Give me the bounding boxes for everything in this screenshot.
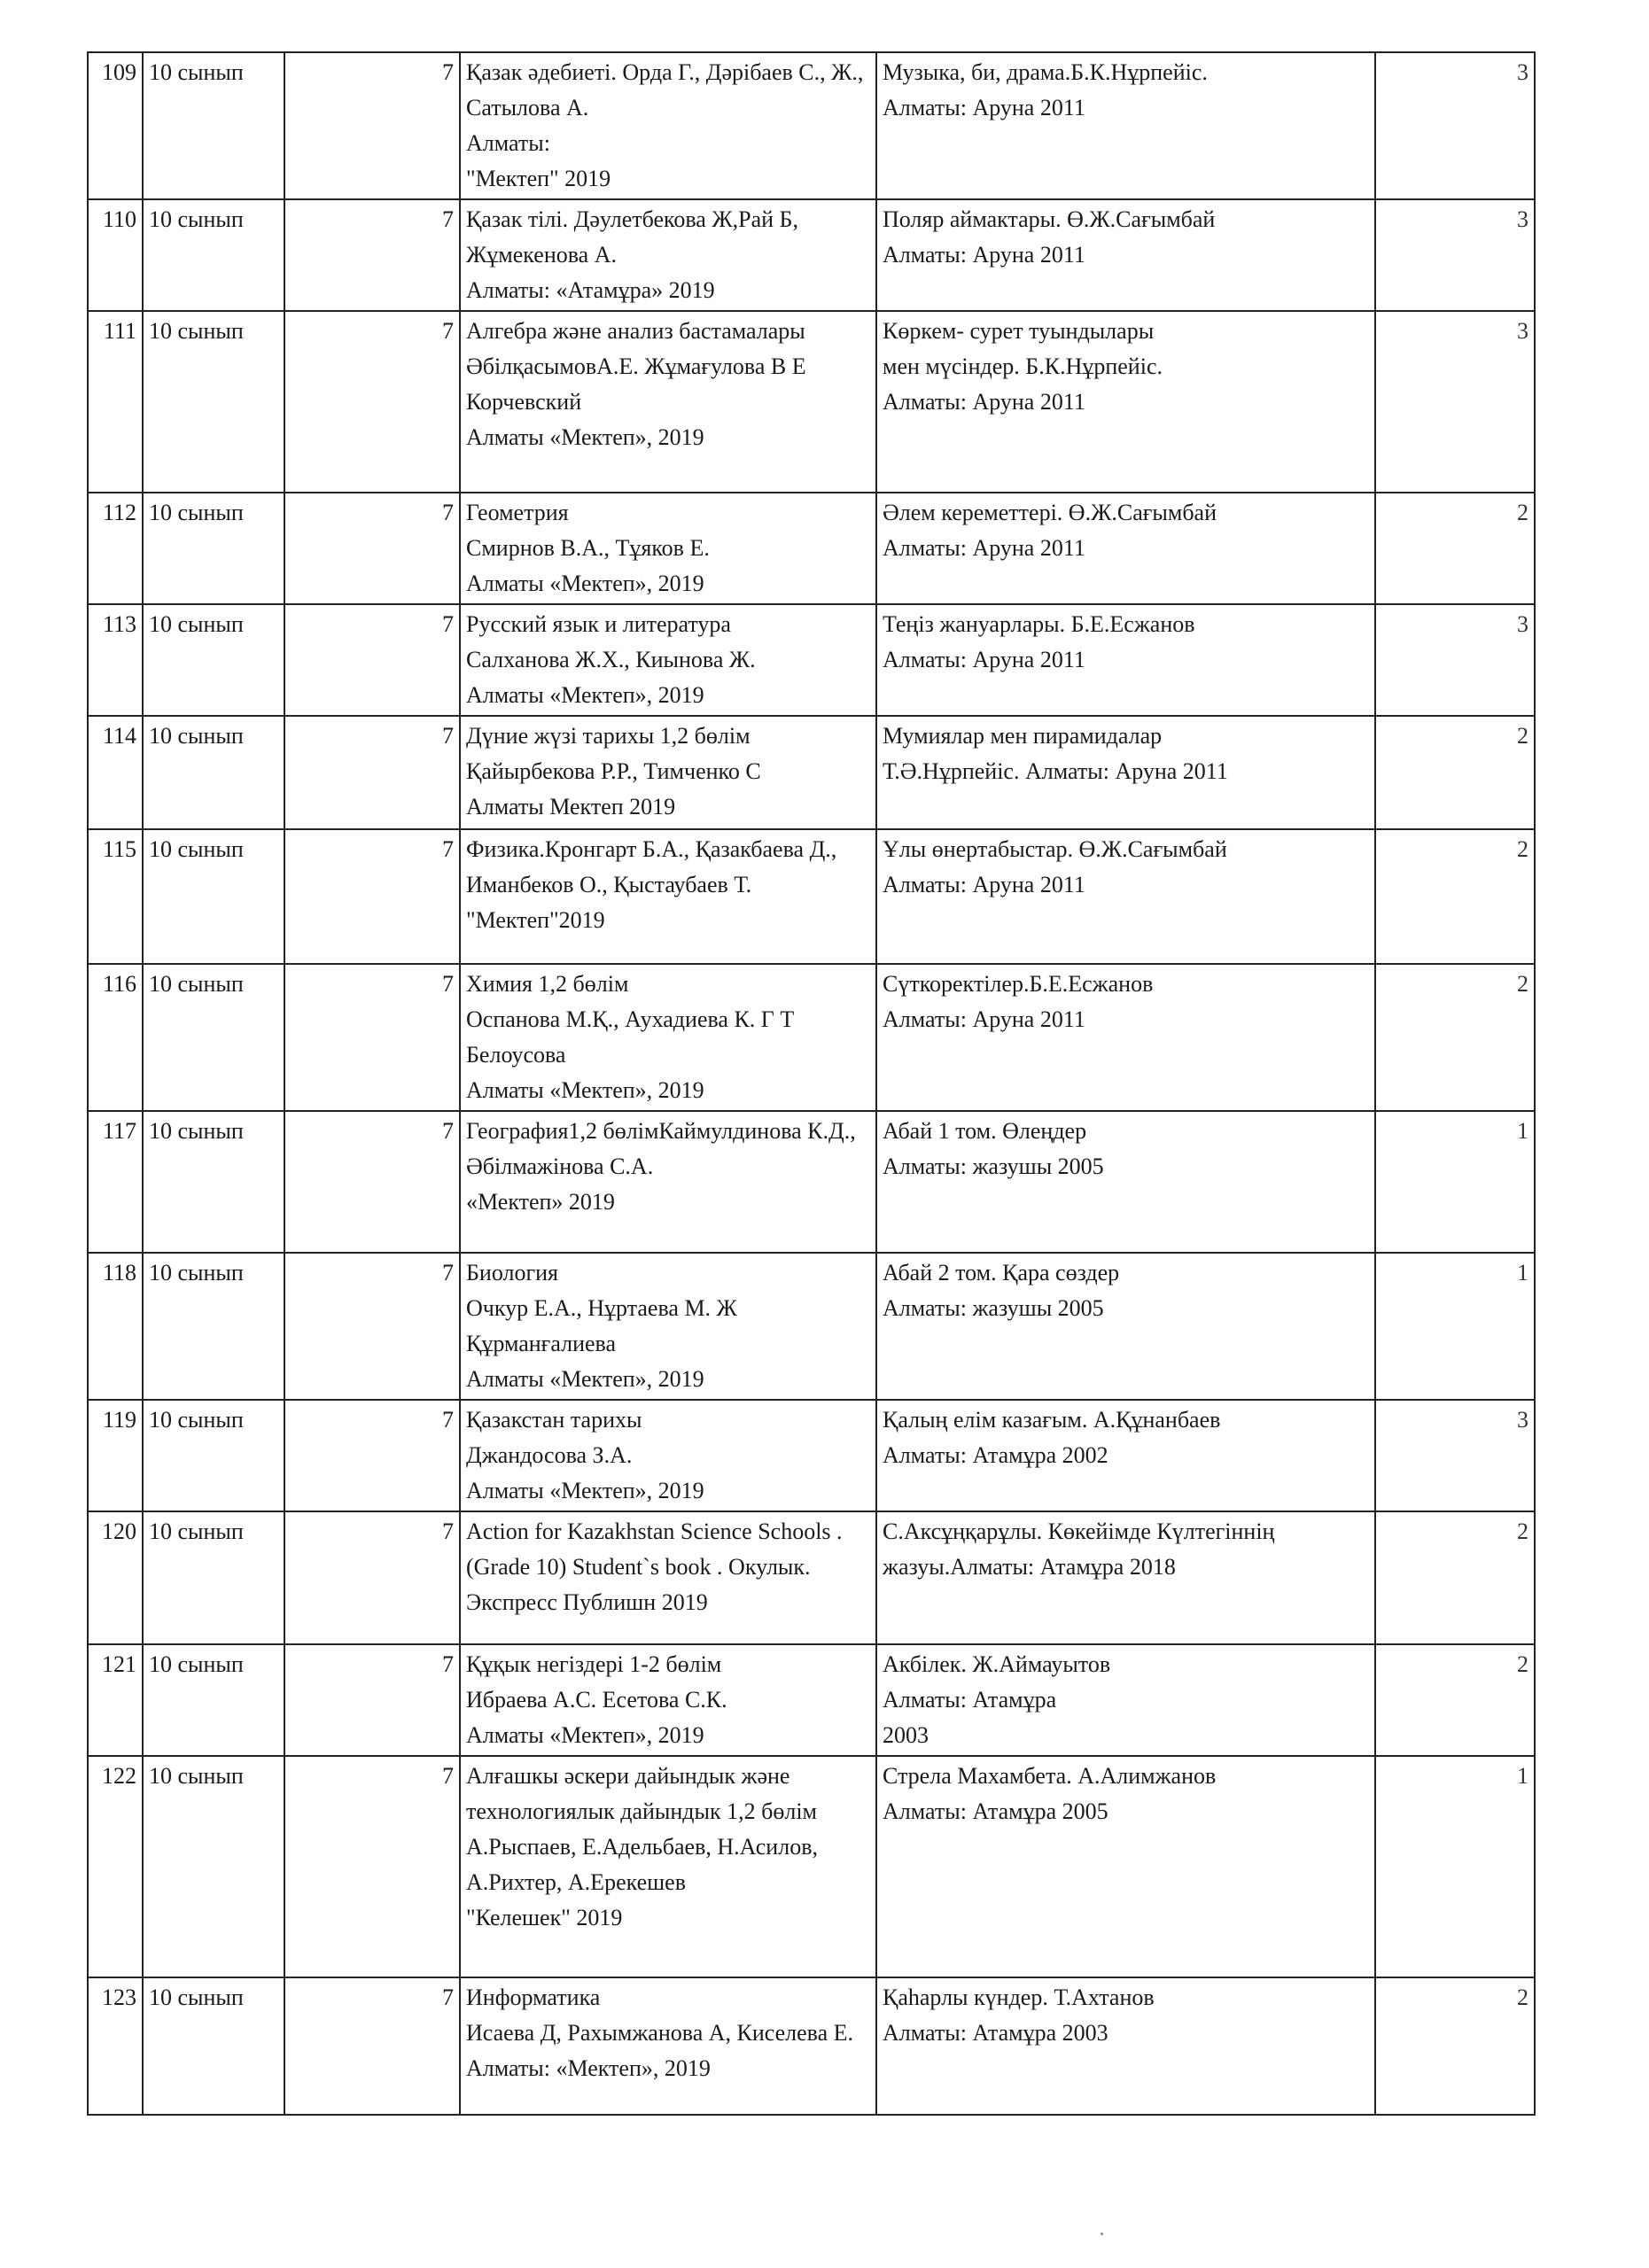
row-number: 110	[88, 199, 143, 311]
row-number: 112	[88, 493, 143, 604]
quantity-cell: 7	[284, 964, 460, 1111]
textbook-cell: Биология Очкур Е.А., Нұртаева М. Ж Құрманғалиева Алматы «Мектеп», 2019	[460, 1253, 876, 1400]
quantity-cell: 7	[284, 199, 460, 311]
copies-cell: 2	[1375, 493, 1535, 604]
table-row	[88, 964, 1535, 1111]
copies-cell: 3	[1375, 1400, 1535, 1511]
grade-cell: 10 сынып	[143, 1400, 284, 1511]
grade-cell: 10 сынып	[143, 1977, 284, 2115]
grade-cell: 10 сынып	[143, 311, 284, 493]
reading-book-cell: Акбілек. Ж.Аймауытов Алматы: Атамұра 2003	[876, 1644, 1375, 1756]
textbook-cell: Физика.Кронгарт Б.А., Қазакбаева Д., Иманбеков О., Қыстаубаев Т. "Мектеп"2019	[460, 829, 876, 964]
copies-cell: 1	[1375, 1253, 1535, 1400]
textbook-cell: Алгебра және анализ бастамалары ӘбілқасымовА.Е. Жұмағулова В Е Корчевский Алматы «Мектеп», 2019	[460, 311, 876, 493]
quantity-cell: 7	[284, 493, 460, 604]
row-number: 115	[88, 829, 143, 964]
row-number: 117	[88, 1111, 143, 1253]
grade-cell: 10 сынып	[143, 964, 284, 1111]
row-number: 109	[88, 52, 143, 199]
reading-book-cell: Музыка, би, драма.Б.К.Нұрпейіс. Алматы: Аруна 2011	[876, 52, 1375, 199]
quantity-cell: 7	[284, 716, 460, 829]
reading-book-cell: Ұлы өнертабыстар. Ө.Ж.Сағымбай Алматы: Аруна 2011	[876, 829, 1375, 964]
row-number: 118	[88, 1253, 143, 1400]
book-list-table	[87, 51, 1536, 2116]
table-row	[88, 52, 1535, 199]
quantity-cell: 7	[284, 311, 460, 493]
row-number: 116	[88, 964, 143, 1111]
textbook-cell: Action for Kazakhstan Science Schools .(Grade 10) Student`s book . Окулык. Экспресс Публишн 2019	[460, 1511, 876, 1644]
row-number: 122	[88, 1756, 143, 1977]
row-number: 113	[88, 604, 143, 716]
table-row	[88, 1253, 1535, 1400]
grade-cell: 10 сынып	[143, 1253, 284, 1400]
copies-cell: 2	[1375, 716, 1535, 829]
quantity-cell: 7	[284, 604, 460, 716]
reading-book-cell: Поляр аймактары. Ө.Ж.Сағымбай Алматы: Аруна 2011	[876, 199, 1375, 311]
reading-book-cell: Стрела Махамбета. А.Алимжанов Алматы: Атамұра 2005	[876, 1756, 1375, 1977]
table-body	[88, 52, 1535, 2115]
quantity-cell: 7	[284, 1756, 460, 1977]
copies-cell: 1	[1375, 1111, 1535, 1253]
table-row	[88, 1111, 1535, 1253]
grade-cell: 10 сынып	[143, 716, 284, 829]
textbook-cell: Қазак әдебиеті. Орда Г., Дәрібаев С., Ж., Сатылова А. Алматы: "Мектеп" 2019	[460, 52, 876, 199]
textbook-cell: Алғашкы әскери дайындык және технологиялык дайындык 1,2 бөлім А.Рыспаев, Е.Адельбаев, Н.Асилов, А.Рихтер, А.Ерекешев "Келешек" 2019	[460, 1756, 876, 1977]
grade-cell: 10 сынып	[143, 1756, 284, 1977]
table-row	[88, 1511, 1535, 1644]
row-number: 123	[88, 1977, 143, 2115]
grade-cell: 10 сынып	[143, 199, 284, 311]
table-row	[88, 311, 1535, 493]
textbook-cell: Русский язык и литература Салханова Ж.Х., Киынова Ж. Алматы «Мектеп», 2019	[460, 604, 876, 716]
copies-cell: 3	[1375, 52, 1535, 199]
table-row	[88, 604, 1535, 716]
textbook-cell: Геометрия Смирнов В.А., Тұяков Е. Алматы «Мектеп», 2019	[460, 493, 876, 604]
copies-cell: 3	[1375, 199, 1535, 311]
reading-book-cell: Абай 2 том. Қара сөздер Алматы: жазушы 2005	[876, 1253, 1375, 1400]
copies-cell: 2	[1375, 1977, 1535, 2115]
reading-book-cell: Теңіз жануарлары. Б.Е.Есжанов Алматы: Аруна 2011	[876, 604, 1375, 716]
table-row	[88, 716, 1535, 829]
textbook-cell: Химия 1,2 бөлім Оспанова М.Қ., Аухадиева К. Г Т Белоусова Алматы «Мектеп», 2019	[460, 964, 876, 1111]
reading-book-cell: Әлем кереметтері. Ө.Ж.Сағымбай Алматы: Аруна 2011	[876, 493, 1375, 604]
copies-cell: 2	[1375, 1644, 1535, 1756]
grade-cell: 10 сынып	[143, 52, 284, 199]
reading-book-cell: Қаһарлы күндер. Т.Ахтанов Алматы: Атамұра 2003	[876, 1977, 1375, 2115]
table-row	[88, 1756, 1535, 1977]
table-row	[88, 829, 1535, 964]
table-row	[88, 493, 1535, 604]
grade-cell: 10 сынып	[143, 604, 284, 716]
table-row	[88, 1400, 1535, 1511]
quantity-cell: 7	[284, 1400, 460, 1511]
grade-cell: 10 сынып	[143, 1511, 284, 1644]
copies-cell: 1	[1375, 1756, 1535, 1977]
copies-cell: 2	[1375, 829, 1535, 964]
reading-book-cell: Абай 1 том. Өлеңдер Алматы: жазушы 2005	[876, 1111, 1375, 1253]
reading-book-cell: Мумиялар мен пирамидалар Т.Ә.Нұрпейіс. Алматы: Аруна 2011	[876, 716, 1375, 829]
copies-cell: 3	[1375, 311, 1535, 493]
quantity-cell: 7	[284, 1511, 460, 1644]
row-number: 111	[88, 311, 143, 493]
reading-book-cell: Көркем- сурет туындылары мен мүсіндер. Б.К.Нұрпейіс. Алматы: Аруна 2011	[876, 311, 1375, 493]
table-row	[88, 1977, 1535, 2115]
grade-cell: 10 сынып	[143, 1644, 284, 1756]
scan-speck	[1101, 2233, 1103, 2235]
textbook-cell: Құқык негіздері 1-2 бөлім Ибраева А.С. Есетова С.К. Алматы «Мектеп», 2019	[460, 1644, 876, 1756]
copies-cell: 2	[1375, 1511, 1535, 1644]
quantity-cell: 7	[284, 1111, 460, 1253]
textbook-cell: География1,2 бөлімКаймулдинова К.Д., Әбілмажінова С.А. «Мектеп» 2019	[460, 1111, 876, 1253]
quantity-cell: 7	[284, 829, 460, 964]
table-row	[88, 199, 1535, 311]
reading-book-cell: Қалың елім казағым. А.Құнанбаев Алматы: Атамұра 2002	[876, 1400, 1375, 1511]
row-number: 120	[88, 1511, 143, 1644]
row-number: 121	[88, 1644, 143, 1756]
grade-cell: 10 сынып	[143, 829, 284, 964]
quantity-cell: 7	[284, 1644, 460, 1756]
grade-cell: 10 сынып	[143, 493, 284, 604]
row-number: 114	[88, 716, 143, 829]
grade-cell: 10 сынып	[143, 1111, 284, 1253]
reading-book-cell: Сүткоректілер.Б.Е.Есжанов Алматы: Аруна 2011	[876, 964, 1375, 1111]
table-row	[88, 1644, 1535, 1756]
textbook-cell: Дүние жүзі тарихы 1,2 бөлім Қайырбекова Р.Р., Тимченко С Алматы Мектеп 2019	[460, 716, 876, 829]
reading-book-cell: С.Аксұңқарұлы. Көкейімде Күлтегіннің жазуы.Алматы: Атамұра 2018	[876, 1511, 1375, 1644]
textbook-cell: Қазакстан тарихы Джандосова З.А. Алматы «Мектеп», 2019	[460, 1400, 876, 1511]
textbook-cell: Информатика Исаева Д, Рахымжанова А, Киселева Е. Алматы: «Мектеп», 2019	[460, 1977, 876, 2115]
textbook-cell: Қазак тілі. Дәулетбекова Ж,Рай Б, Жұмекенова А. Алматы: «Атамұра» 2019	[460, 199, 876, 311]
quantity-cell: 7	[284, 52, 460, 199]
copies-cell: 3	[1375, 604, 1535, 716]
row-number: 119	[88, 1400, 143, 1511]
quantity-cell: 7	[284, 1977, 460, 2115]
quantity-cell: 7	[284, 1253, 460, 1400]
copies-cell: 2	[1375, 964, 1535, 1111]
